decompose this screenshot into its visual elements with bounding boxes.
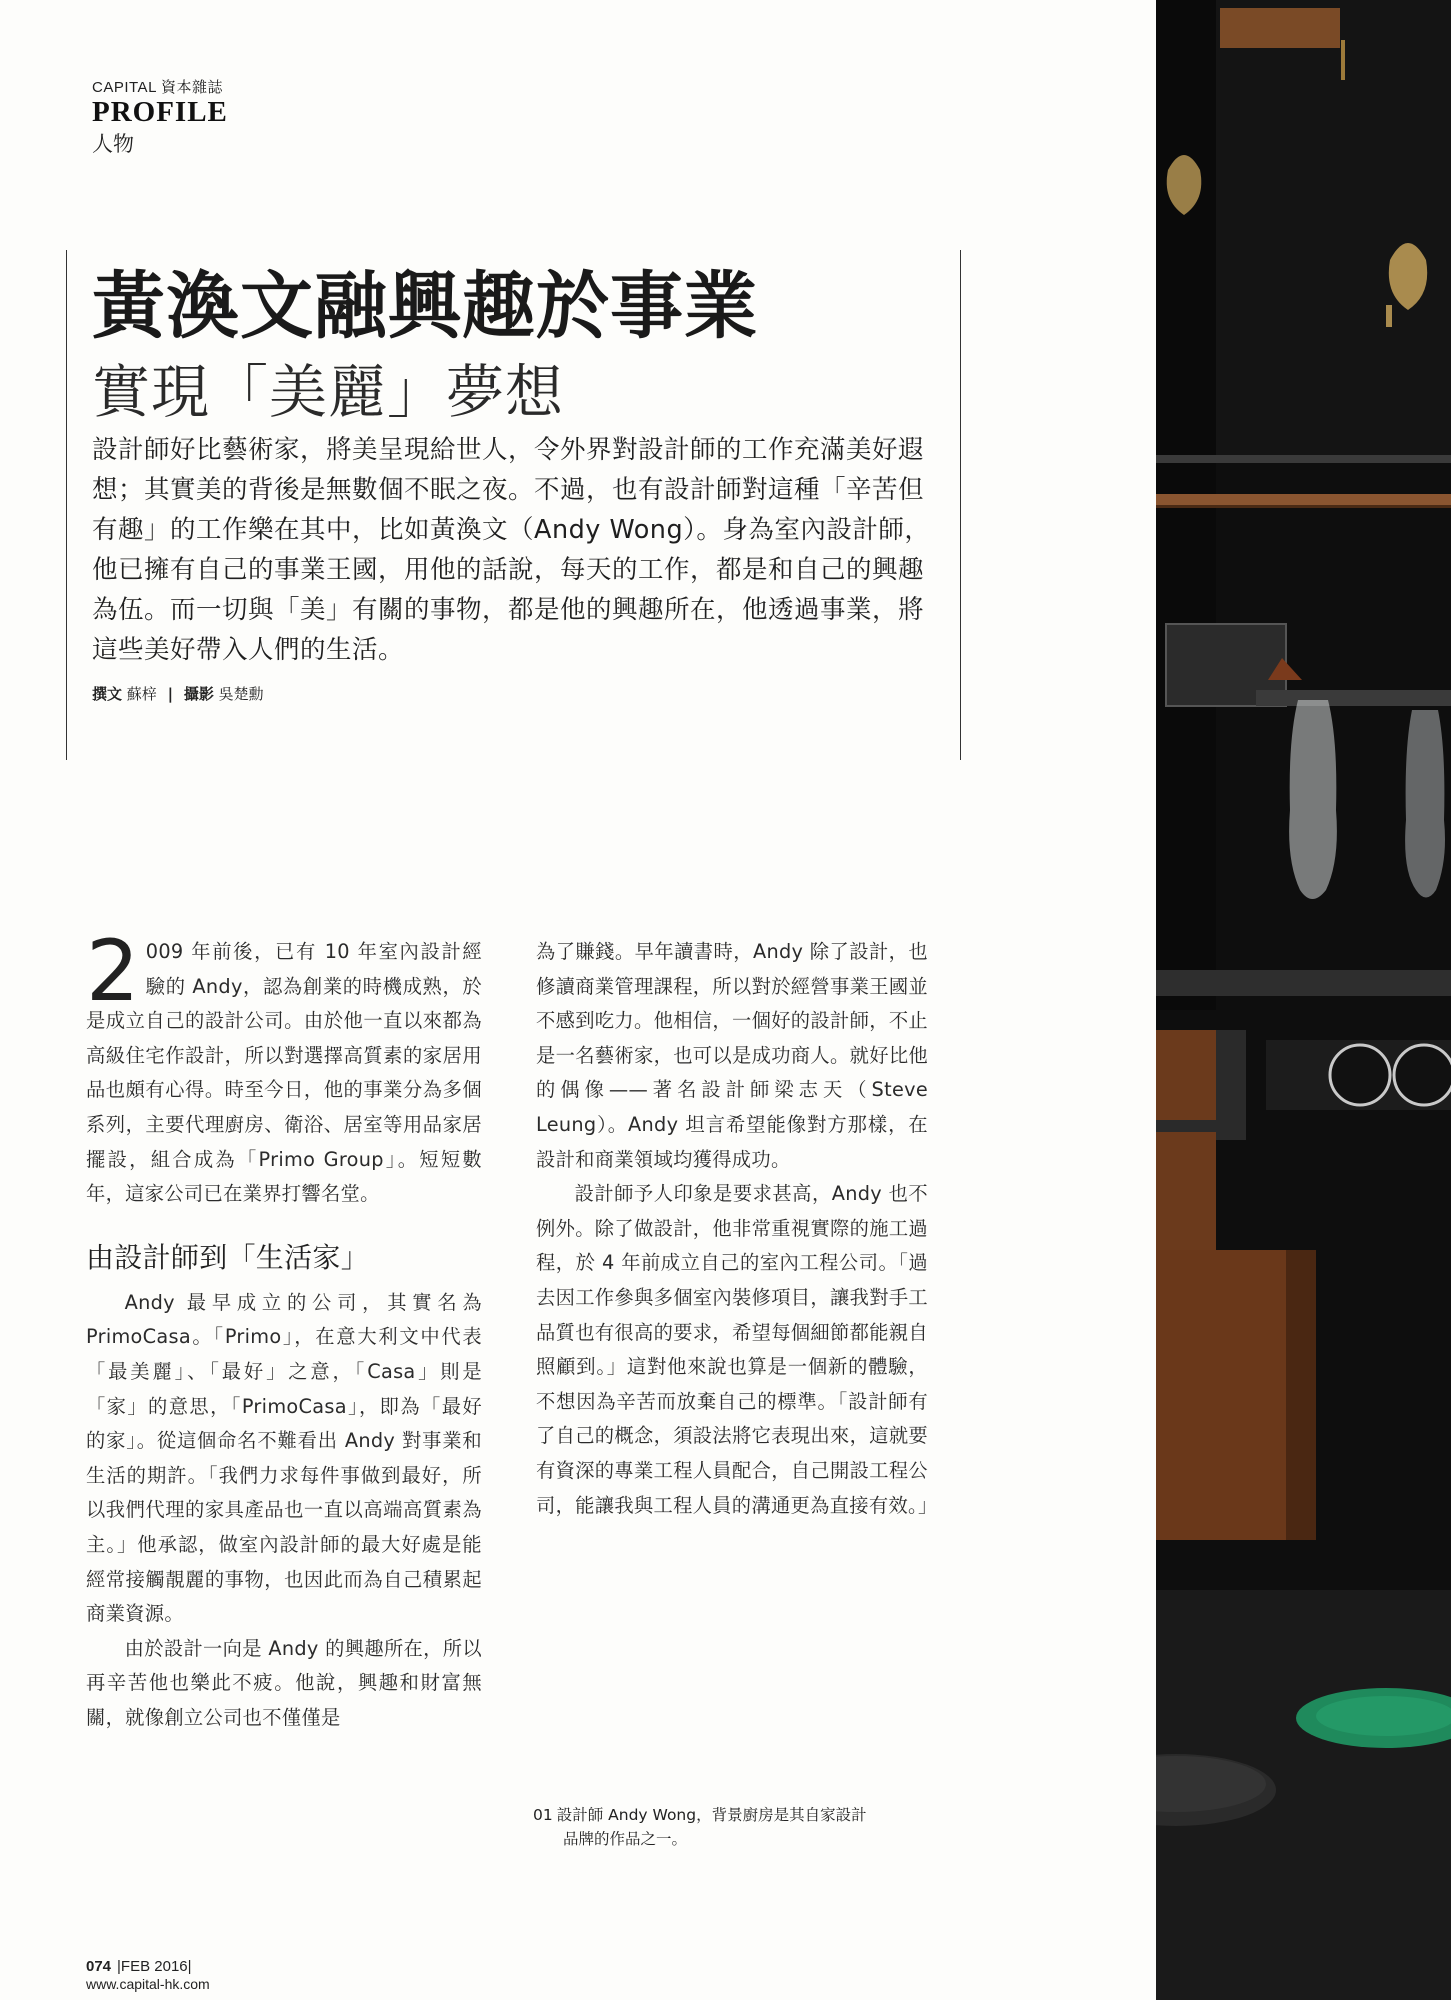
body-column-left [86, 922, 482, 1735]
caption-line-1: 設計師 Andy Wong，背景廚房是其自家設計 [556, 1806, 867, 1824]
article-subheadline: 實現「美麗」夢想 [92, 358, 565, 426]
issue-date: |FEB 2016| [117, 1958, 192, 1975]
article-intro: 設計師好比藝術家，將美呈現給世人，令外界對設計師的工作充滿美好遐想；其實美的背後是無數個不眠之夜。不過，也有設計師對這種「辛苦但有趣」的工作樂在其中，比如黃渙文（Andy Wong）。身為室內設計師，他已擁有自己的事業王國，用他的話說，每天的工作，都是和自己的興趣為伍。而一切與「美」有關的事物，都是他的興趣所在，他透過事業，將這些美好帶入人們的生活。 [92, 435, 931, 665]
page-number: 074 [86, 1958, 112, 1975]
drop-cap: 2 [86, 922, 140, 1020]
body-paragraph: 設計師予人印象是要求甚高，Andy 也不例外。除了做設計，他非常重視實際的施工過程，於 4 年前成立自己的室內工程公司。「過去因工作參與多個室內裝修項目，讓我對手工品質也有很高的要求，希望每個細節都能親自照顧到。」這對他來說也算是一個新的體驗，不想因為辛苦而放棄自己的標準。「設計師有了自己的概念，須設法將它表現出來，這就要有資深的專業工程人員配合，自己開設工程公司，能讓我與工程人員的溝通更為直接有效。」 [536, 1182, 938, 1517]
section-label-zh: 人物 [92, 132, 134, 156]
body-paragraph: 為了賺錢。早年讀書時，Andy 除了設計，也修讀商業管理課程，所以對於經營事業王國並不感到吃力。他相信，一個好的設計師，不止是一名藝術家，也可以是成功商人。就好比他的偶像——著名設計師梁志天（Steve Leung）。Andy 坦言希望能像對方那樣，在設計和商業領域均獲得成功。 [536, 940, 928, 1171]
writer-name: 蘇梓 [126, 685, 157, 703]
caption-number: 01 [533, 1806, 553, 1824]
website-url: www.capital-hk.com [86, 1976, 210, 1992]
title-block-rule-left [66, 250, 67, 760]
body-paragraph-text: 009 年前後，已有 10 年室內設計經驗的 Andy，認為創業的時機成熟，於是成立自己的設計公司。由於他一直以來都為高級住宅作設計，所以對選擇高質素的家居用品也頗有心得。時至今日，他的事業分為多個系列，主要代理廚房、衛浴、居室等用品家居擺設，組合成為「Primo Group」。短短數年，這家公司已在業界打響名堂。 [86, 940, 482, 1206]
photo-caption [533, 1803, 933, 1851]
photographer-name: 吳楚勳 [218, 685, 264, 703]
writer-label: 撰文 [92, 685, 123, 703]
photographer-label: 攝影 [183, 685, 214, 703]
body-column-right [536, 935, 938, 1523]
magazine-brand: CAPITAL 資本雜誌 [92, 79, 224, 96]
credits-separator: | [167, 685, 174, 703]
title-block-rule-right [960, 250, 961, 760]
body-paragraph: Andy 最早成立的公司，其實名為 PrimoCasa。「Primo」，在意大利文中代表「最美麗」、「最好」之意，「Casa」則是「家」的意思，「PrimoCasa」，即為「最好的家」。從這個命名不難看出 Andy 對事業和生活的期許。「我們力求每件事做到最好，所以我們代理的家具產品也一直以高端高質素為主。」他承認，做室內設計師的最大好處是能經常接觸靚麗的事物，也因此而為自己積累起商業資源。 [86, 1290, 482, 1626]
section-heading: 由設計師到「生活家」 [86, 1240, 370, 1274]
article-credits [92, 683, 264, 704]
article-headline: 黃渙文融興趣於事業 [92, 264, 758, 349]
page-folio [86, 1958, 192, 1975]
kitchen-photo [1156, 0, 1451, 2000]
caption-line-2: 品牌的作品之一。 [563, 1830, 688, 1848]
kitchen-photo-graphic [1156, 0, 1451, 2000]
body-paragraph: 由於設計一向是 Andy 的興趣所在，所以再辛苦他也樂此不疲。他說，興趣和財富無關，就像創立公司也不僅僅是 [86, 1636, 482, 1729]
section-label: PROFILE [92, 96, 228, 128]
body-paragraph [86, 922, 482, 1212]
